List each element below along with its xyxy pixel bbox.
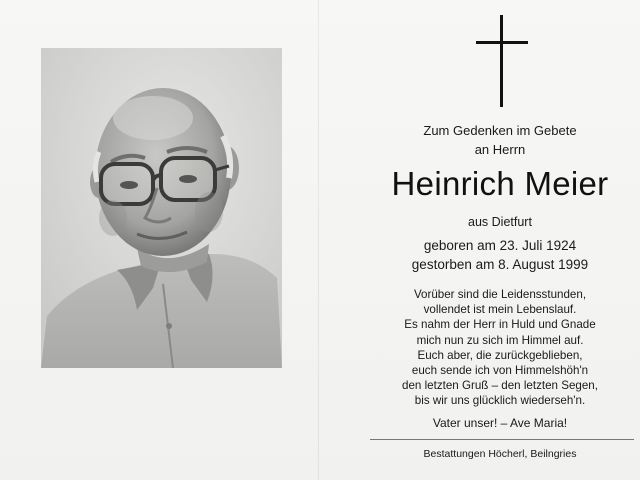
funeral-home: Bestattungen Höcherl, Beilngries [423, 448, 577, 460]
intro-text [360, 121, 640, 159]
memorial-poem [360, 287, 640, 409]
birth-date: geboren am 23. Juli 1924 [423, 238, 577, 253]
poem-line: Euch aber, die zurückgeblieben, [417, 348, 583, 362]
divider [370, 439, 634, 440]
hometown: aus Dietfurt [468, 215, 532, 229]
poem-line: Es nahm der Herr in Huld und Gnade [404, 318, 596, 332]
intro-line: an Herrn [474, 142, 526, 157]
portrait-photo [41, 48, 282, 368]
poem-line: Vorüber sind die Leidensstunden, [413, 288, 587, 301]
cross-icon [476, 15, 528, 107]
deceased-name: Heinrich Meier [391, 165, 609, 202]
closing-prayer: Vater unser! – Ave Maria! [432, 416, 568, 430]
death-date: gestorben am 8. August 1999 [411, 257, 589, 272]
poem-line: euch sende ich von Himmelshöh'n [411, 364, 589, 378]
card-fold [318, 0, 319, 480]
life-dates [360, 236, 640, 274]
intro-line: Zum Gedenken im Gebete [423, 123, 577, 138]
poem-line: mich nun zu sich im Himmel auf. [416, 333, 584, 347]
poem-line: bis wir uns glücklich wiederseh'n. [414, 394, 586, 408]
poem-line: vollendet ist mein Lebenslauf. [423, 303, 577, 317]
poem-line: den letzten Gruß – den letzten Segen, [402, 379, 598, 393]
